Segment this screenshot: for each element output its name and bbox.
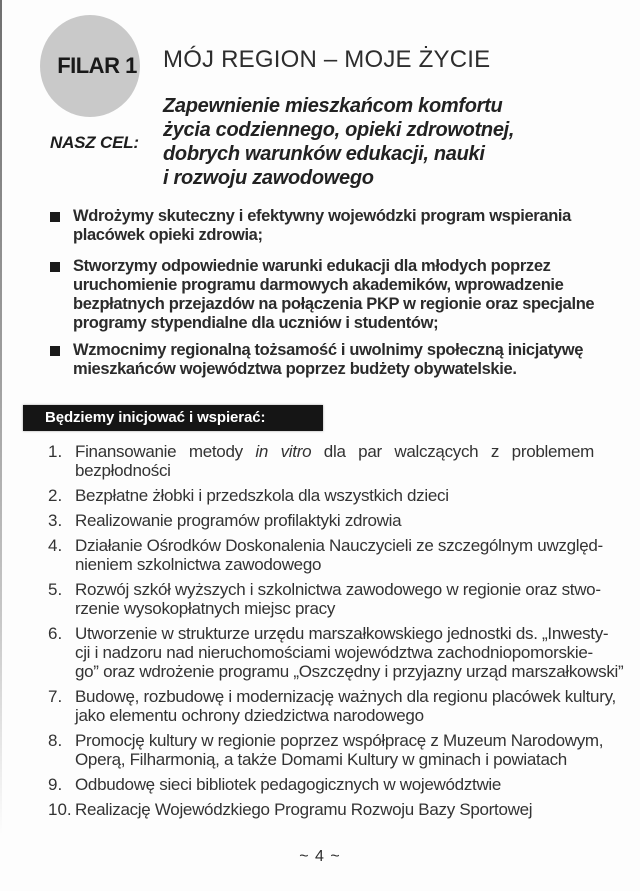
item-line: Promocję kultury w regionie poprzez współpracę z Muzeum Narodowym, <box>75 731 604 750</box>
item-line: Działanie Ośrodków Doskonalenia Nauczycieli ze szczególnym uwzględ- <box>75 536 603 555</box>
item-text <box>75 800 594 819</box>
commitment-line: Wdrożymy skuteczny i efektywny wojewódzki program wspierania <box>73 207 571 225</box>
item-text <box>75 775 594 794</box>
commitment-line: Stworzymy odpowiednie warunki edukacji dla młodych poprzez <box>73 257 551 275</box>
commitment-line: placówek opieki zdrowia; <box>73 226 263 244</box>
commitment-text <box>73 207 571 245</box>
item-text <box>75 486 594 505</box>
square-bullet-icon <box>50 262 60 272</box>
item-number: 6. <box>48 624 63 643</box>
item-line: rzenie wysokopłatnych miejsc pracy <box>75 599 336 618</box>
item-number: 2. <box>48 486 63 505</box>
item-number: 3. <box>48 511 63 530</box>
page-title: MÓJ REGION – MOJE ŻYCIE <box>163 46 491 73</box>
commitment-item <box>50 207 616 245</box>
commitment-item <box>50 257 616 333</box>
item-line: Operą, Filharmonią, a także Domami Kultury w gminach i powiatach <box>75 750 567 769</box>
page-number: ~ 4 ~ <box>299 848 341 865</box>
item-line: Bezpłatne żłobki i przedszkola dla wszystkich dzieci <box>75 486 449 505</box>
commitment-item <box>50 341 616 379</box>
item-text <box>75 442 594 480</box>
item-line: bezpłodności <box>75 461 171 480</box>
item-text <box>75 580 601 618</box>
commitment-line: bezpłatnych przejazdów na połączenia PKP w regionie oraz specjalne <box>73 295 595 313</box>
goal-line: i rozwoju zawodowego <box>163 167 374 189</box>
item-number: 4. <box>48 536 63 555</box>
list-item <box>48 536 614 574</box>
goal-statement <box>163 94 514 190</box>
item-number: 8. <box>48 731 63 750</box>
item-line-italic-segment: in vitro <box>255 442 312 461</box>
list-item <box>48 687 614 725</box>
item-line: cji i nadzoru nad nieruchomościami województwa zachodniopomorskie- <box>75 643 593 662</box>
commitment-line: programy stypendialne dla uczniów i studentów; <box>73 314 439 332</box>
left-edge-scan-artifact <box>0 0 2 835</box>
list-item <box>48 486 614 505</box>
item-line: Realizowanie programów profilaktyki zdrowia <box>75 511 402 530</box>
square-bullet-icon <box>50 212 60 222</box>
item-text <box>75 624 624 681</box>
item-number: 5. <box>48 580 63 599</box>
list-item <box>48 731 614 769</box>
item-line: jako elementu ochrony dziedzictwa narodowego <box>75 706 424 725</box>
item-number: 1. <box>48 442 63 461</box>
item-text <box>75 536 603 574</box>
item-text <box>75 731 604 769</box>
goal-line: dobrych warunków edukacji, nauki <box>163 143 485 165</box>
item-line: nieniem szkolnictwa zawodowego <box>75 555 322 574</box>
pillar-badge <box>40 15 140 117</box>
item-line-segment: Finansowanie metody <box>75 442 256 461</box>
item-line <box>75 442 594 461</box>
initiatives-list <box>48 442 624 825</box>
list-item <box>48 580 614 618</box>
item-line-segment: dla par walczących z problemem <box>311 442 595 461</box>
square-bullet-icon <box>50 346 60 356</box>
pillar-badge-label: FILAR 1 <box>57 53 137 78</box>
list-item <box>48 511 614 530</box>
item-number: 7. <box>48 687 63 706</box>
commitment-line: uruchomienie programu darmowych akademików, wprowadzenie <box>73 276 564 294</box>
item-line: Utworzenie w strukturze urzędu marszałkowskiego jednostki ds. „Inwesty- <box>75 624 609 643</box>
item-number: 9. <box>48 775 63 794</box>
item-line: go” oraz wdrożenie programu „Oszczędny i przyjazny urząd marszałkowski” <box>75 662 624 681</box>
item-number: 10. <box>48 800 72 819</box>
item-line: Odbudowę sieci bibliotek pedagogicznych w województwie <box>75 775 502 794</box>
commitment-text <box>73 257 594 333</box>
commitment-line: mieszkańców województwa poprzez budżety obywatelskie. <box>73 360 517 378</box>
item-line: Realizację Wojewódzkiego Programu Rozwoju Bazy Sportowej <box>75 800 533 819</box>
commitments-list <box>50 207 616 391</box>
item-text <box>75 687 616 725</box>
section-header-label: Będziemy inicjować i wspierać: <box>45 409 266 426</box>
goal-line: Zapewnienie mieszkańcom komfortu <box>163 95 503 117</box>
list-item <box>48 775 614 794</box>
commitment-line: Wzmocnimy regionalną tożsamość i uwolnimy społeczną inicjatywę <box>73 341 584 359</box>
list-item <box>48 624 624 681</box>
commitment-text <box>73 341 583 379</box>
item-line: Budowę, rozbudowę i modernizację ważnych dla regionu placówek kultury, <box>75 687 616 706</box>
goal-label: NASZ CEL: <box>50 133 139 152</box>
section-header-banner <box>23 405 323 431</box>
list-item <box>48 800 614 819</box>
item-line: Rozwój szkół wyższych i szkolnictwa zawodowego w regionie oraz stwo- <box>75 580 601 599</box>
item-text <box>75 511 594 530</box>
list-item <box>48 442 614 480</box>
goal-line: życia codziennego, opieki zdrowotnej, <box>163 119 515 141</box>
